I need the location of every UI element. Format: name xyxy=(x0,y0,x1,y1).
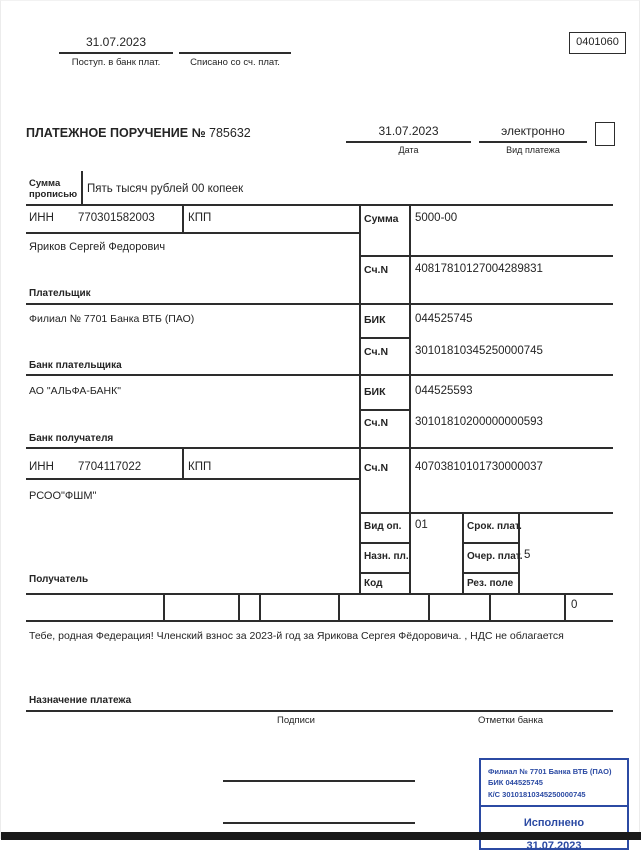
payer-bank-bik-label: БИК xyxy=(364,314,386,326)
opgrid-hline-a2 xyxy=(359,572,410,574)
payee-bank-account-label: Сч.N xyxy=(364,417,389,429)
payee-bank-block-border xyxy=(26,447,613,449)
taxrow-vdivider-5 xyxy=(428,593,430,621)
code-label: Код xyxy=(364,578,383,589)
taxrow-vdivider-6 xyxy=(489,593,491,621)
payee-name: РСОО"ФШМ" xyxy=(29,490,97,502)
payee-bank-account-value: 30101810200000000593 xyxy=(415,416,543,428)
payer-block-border xyxy=(26,303,613,305)
signatures-label: Подписи xyxy=(277,715,315,726)
payee-inn-kpp-divider xyxy=(182,447,184,479)
payee-inn-row-border xyxy=(26,478,359,480)
payer-section-label: Плательщик xyxy=(29,288,91,299)
signature-line-2 xyxy=(223,822,415,824)
date-label: Дата xyxy=(398,145,419,155)
payee-account-value: 40703810101730000037 xyxy=(415,461,543,473)
sum-account-divider xyxy=(359,255,613,257)
payee-account-label: Сч.N xyxy=(364,462,389,474)
purpose-code-label: Назн. пл. xyxy=(364,551,409,562)
payee-bank-name: АО "АЛЬФА-БАНК" xyxy=(29,385,121,397)
payee-bank-vdivider-2 xyxy=(409,374,411,448)
sum-label: Сумма xyxy=(364,213,399,225)
opgrid-hline-a1 xyxy=(359,542,410,544)
payer-inn-row-border xyxy=(26,232,359,234)
stamp-date: 31.07.2023 xyxy=(526,839,582,852)
received-in-bank-date: 31.07.2023 xyxy=(85,35,147,49)
payee-bank-vdivider-1 xyxy=(359,374,361,448)
payee-inn-label: ИНН xyxy=(29,461,54,473)
opgrid-hline-b2 xyxy=(462,572,519,574)
payer-inn-label: ИНН xyxy=(29,212,54,224)
reserve-field-label: Рез. поле xyxy=(467,578,514,589)
table-top-border xyxy=(26,204,613,206)
stamp-bank-bik: БИК 044525745 xyxy=(488,778,543,788)
payer-kpp-label: КПП xyxy=(188,212,212,224)
bottom-edge-bar xyxy=(1,832,641,840)
payee-bank-bik-box-border xyxy=(359,409,410,411)
main-vertical-divider-1 xyxy=(359,204,361,304)
signature-line-1 xyxy=(223,780,415,782)
payer-bank-bik-box-border xyxy=(359,337,410,339)
payer-bank-account-value: 30101810345250000745 xyxy=(415,345,543,357)
payer-bank-bik-value: 044525745 xyxy=(415,313,473,325)
payer-inn-value: 770301582003 xyxy=(78,212,155,224)
due-date-label: Срок. плат. xyxy=(467,521,522,532)
order-label: Очер. плат. xyxy=(467,551,523,562)
taxrow-vdivider-1 xyxy=(163,593,165,621)
taxrow-last-value: 0 xyxy=(571,599,578,611)
stamp-bank-name: Филиал № 7701 Банка ВТБ (ПАО) xyxy=(488,767,612,776)
payer-name: Яриков Сергей Федорович xyxy=(29,241,166,253)
payer-bank-name: Филиал № 7701 Банка ВТБ (ПАО) xyxy=(29,313,195,325)
status-checkbox xyxy=(595,122,615,146)
date-line xyxy=(346,141,471,143)
taxrow-vdivider-2 xyxy=(238,593,240,621)
stamp-bank-details xyxy=(481,760,627,807)
amount-words-value: Пять тысяч рублей 00 копеек xyxy=(87,183,244,195)
main-vertical-divider-2 xyxy=(409,204,411,304)
received-line xyxy=(59,52,173,54)
taxrow-vdivider-4 xyxy=(338,593,340,621)
op-type-label: Вид оп. xyxy=(364,521,402,532)
payment-kind-line xyxy=(479,141,587,143)
stamp-status: Исполнено xyxy=(523,816,585,829)
payer-account-label: Сч.N xyxy=(364,264,389,276)
payee-bank-bik-value: 044525593 xyxy=(415,385,473,397)
received-in-bank-label: Поступ. в банк плат. xyxy=(71,57,161,68)
payee-block-border xyxy=(26,593,613,595)
payer-bank-block-border xyxy=(26,374,613,376)
payee-section-label: Получатель xyxy=(29,574,89,585)
stamp-bank-corr-account: К/С 30101810345250000745 xyxy=(488,789,586,799)
amount-words-label: Сумма прописью xyxy=(29,178,78,201)
amount-words-divider xyxy=(81,171,83,205)
document-title xyxy=(26,126,251,140)
payment-purpose-label: Назначение платежа xyxy=(29,695,132,706)
payee-kpp-label: КПП xyxy=(188,461,212,473)
opgrid-top-border xyxy=(359,512,613,514)
document-title-label: ПЛАТЕЖНОЕ ПОРУЧЕНИЕ № xyxy=(26,126,206,140)
payment-kind-label: Вид платежа xyxy=(506,145,560,155)
payment-purpose-text: Тебе, родная Федерация! Членский взнос за 2023-й год за Ярикова Сергея Фёдоровича. , НДС не облагается xyxy=(29,630,564,642)
payer-bank-vdivider-1 xyxy=(359,303,361,375)
debited-label: Списано со сч. плат. xyxy=(190,57,280,68)
purpose-bottom-border xyxy=(26,710,613,712)
bank-marks-label: Отметки банка xyxy=(477,715,544,726)
payer-bank-section-label: Банк плательщика xyxy=(29,360,122,371)
op-type-value: 01 xyxy=(415,519,428,531)
debited-line xyxy=(179,52,291,54)
payment-kind: электронно xyxy=(501,124,565,138)
document-date: 31.07.2023 xyxy=(378,124,439,138)
payee-bank-section-label: Банк получателя xyxy=(29,433,114,444)
opgrid-vdivider-1 xyxy=(462,512,464,594)
payer-inn-kpp-divider xyxy=(182,204,184,233)
payee-inn-value: 7704117022 xyxy=(78,461,142,473)
opgrid-hline-b1 xyxy=(462,542,519,544)
document-number: 785632 xyxy=(209,126,251,140)
payee-bank-bik-label: БИК xyxy=(364,386,386,398)
order-value: 5 xyxy=(524,549,531,561)
payer-bank-account-label: Сч.N xyxy=(364,346,389,358)
payer-bank-vdivider-2 xyxy=(409,303,411,375)
form-code: 0401060 xyxy=(576,36,619,48)
form-code-box xyxy=(569,32,626,54)
taxrow-vdivider-7 xyxy=(564,593,566,621)
taxrow-vdivider-3 xyxy=(259,593,261,621)
taxrow-bottom-border xyxy=(26,620,613,622)
sum-value: 5000-00 xyxy=(415,212,458,224)
payer-account-value: 40817810127004289831 xyxy=(415,263,543,275)
